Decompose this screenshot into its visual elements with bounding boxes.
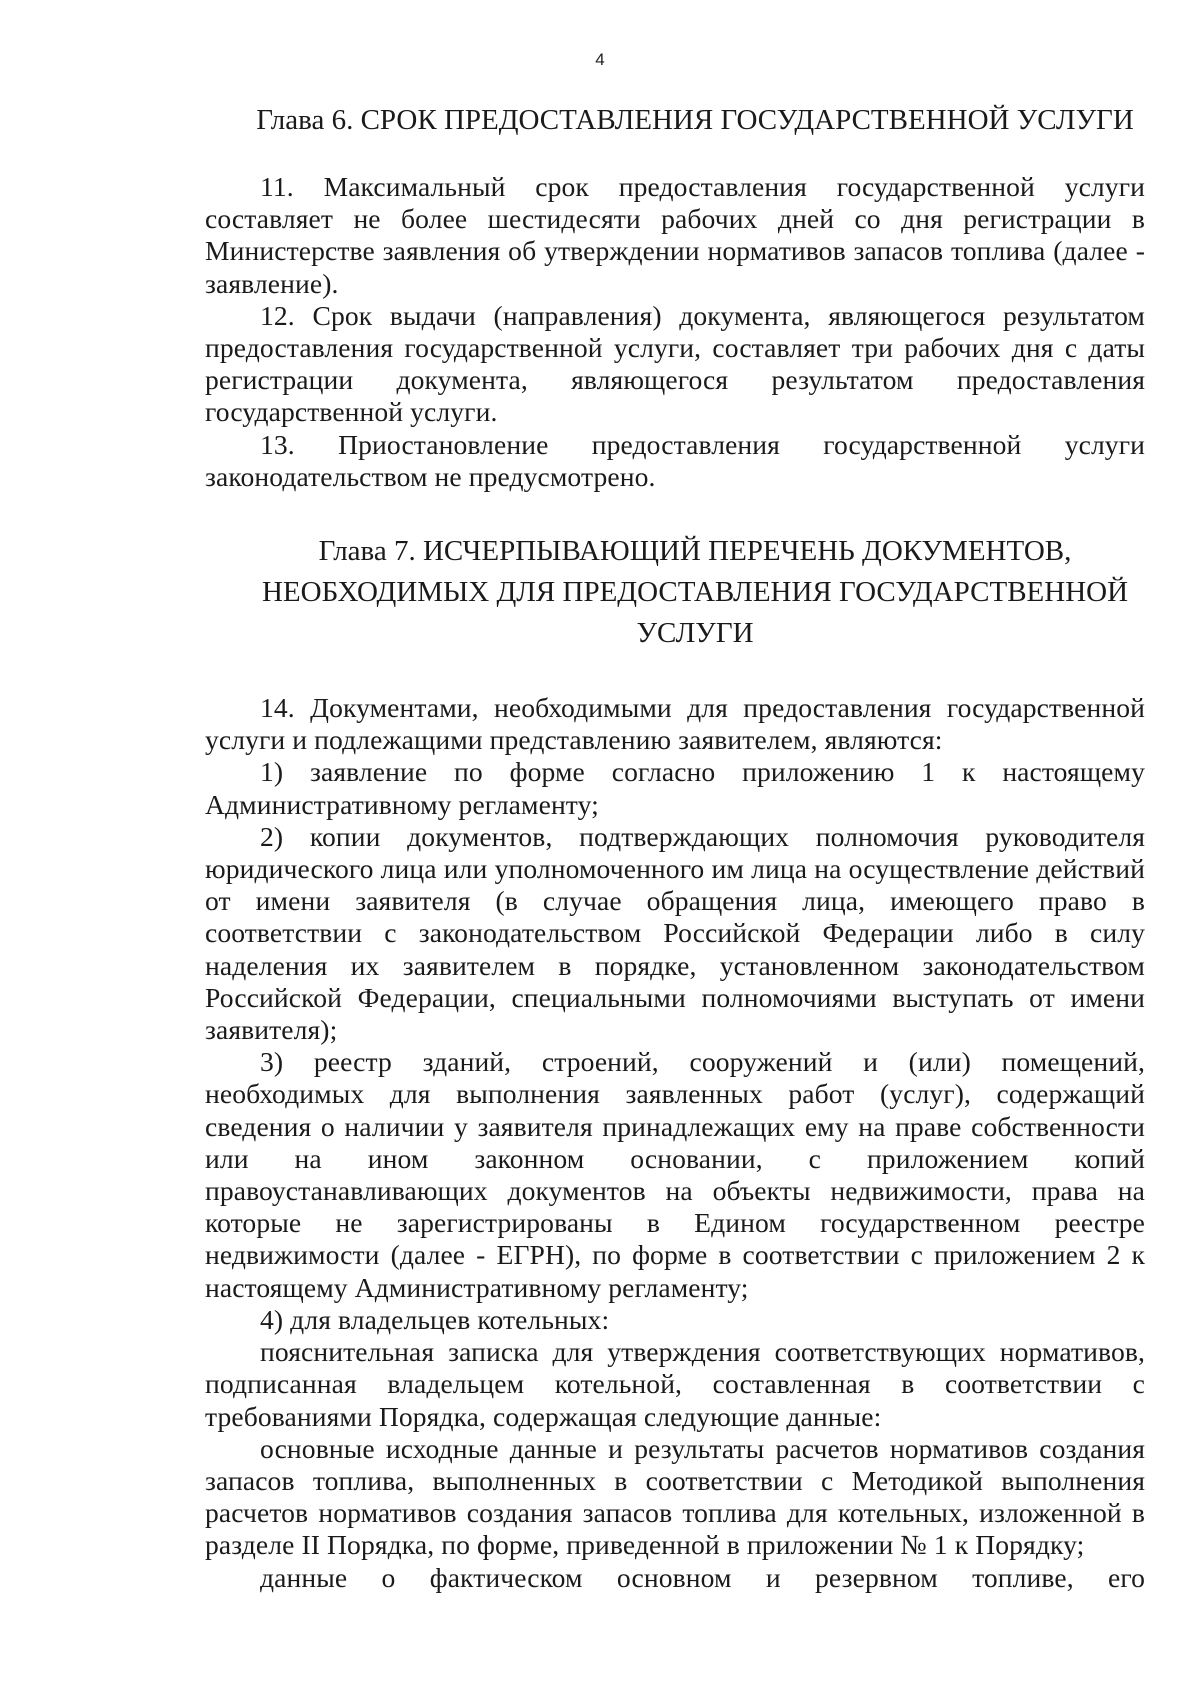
list-item-3: 3) реестр зданий, строений, сооружений и (или) помещений, необходимых для выполнения заявленных работ (услуг), содержащий сведения о наличии у заявителя принадлежащих ему на праве собственности или на ином законном основании, с приложением копий правоустанавливающих документов на объекты недвижимости, права на которые не зарегистрированы в Едином государственном реестре недвижимости (далее - ЕГРН), по форме в соответствии с приложением 2 к настоящему Административному регламенту;: [205, 1046, 1145, 1303]
chapter-7-heading: [245, 531, 1145, 654]
fuel-data-paragraph: данные о фактическом основном и резервном топливе, его: [260, 1561, 1145, 1593]
paragraph-12: 12. Срок выдачи (направления) документа, являющегося результатом предоставления государственной услуги, составляет три рабочих дня с даты регистрации документа, являющегося результатом предоставления государственной услуги.: [205, 299, 1145, 428]
chapter-7-heading-line-2: НЕОБХОДИМЫХ ДЛЯ ПРЕДОСТАВЛЕНИЯ ГОСУДАРСТВЕННОЙ: [261, 576, 1129, 609]
chapter-6-heading: Глава 6. СРОК ПРЕДОСТАВЛЕНИЯ ГОСУДАРСТВЕННОЙ УСЛУГИ: [256, 104, 1134, 136]
chapter-7-heading-line-3: УСЛУГИ: [636, 617, 754, 650]
page-number: 4: [595, 50, 605, 69]
list-item-4: 4) для владельцев котельных:: [260, 1303, 610, 1335]
baseline-data-paragraph: основные исходные данные и результаты расчетов нормативов создания запасов топлива, выполненных в соответствии с Методикой выполнения расчетов нормативов создания запасов топлива для котельных, изложенной в разделе II Порядка, по форме, приведенной в приложении № 1 к Порядку;: [205, 1432, 1145, 1561]
list-item-1: 1) заявление по форме согласно приложению 1 к настоящему Административному регламенту;: [205, 756, 1145, 820]
list-item-2: 2) копии документов, подтверждающих полномочия руководителя юридического лица или уполномоченного им лица на осуществление действий от имени заявителя (в случае обращения лица, имеющего право в соответствии с законодательством Российской Федерации либо в силу наделения их заявителем в порядке, установленном законодательством Российской Федерации, специальными полномочиями выступать от имени заявителя);: [205, 820, 1145, 1046]
paragraph-14: 14. Документами, необходимыми для предоставления государственной услуги и подлежащими представлению заявителем, являются:: [205, 692, 1145, 756]
explanatory-note-paragraph: пояснительная записка для утверждения соответствующих нормативов, подписанная владельцем котельной, составленная в соответствии с требованиями Порядка, содержащая следующие данные:: [205, 1336, 1145, 1432]
paragraph-13: 13. Приостановление предоставления государственной услуги законодательством не предусмотрено.: [205, 428, 1145, 492]
document-body: [205, 100, 1145, 1594]
chapter-7-heading-line-1: Глава 7. ИСЧЕРПЫВАЮЩИЙ ПЕРЕЧЕНЬ ДОКУМЕНТОВ,: [318, 535, 1072, 568]
paragraph-11: 11. Максимальный срок предоставления государственной услуги составляет не более шестидесяти рабочих дней со дня регистрации в Министерстве заявления об утверждении нормативов запасов топлива (далее - заявление).: [205, 171, 1145, 299]
